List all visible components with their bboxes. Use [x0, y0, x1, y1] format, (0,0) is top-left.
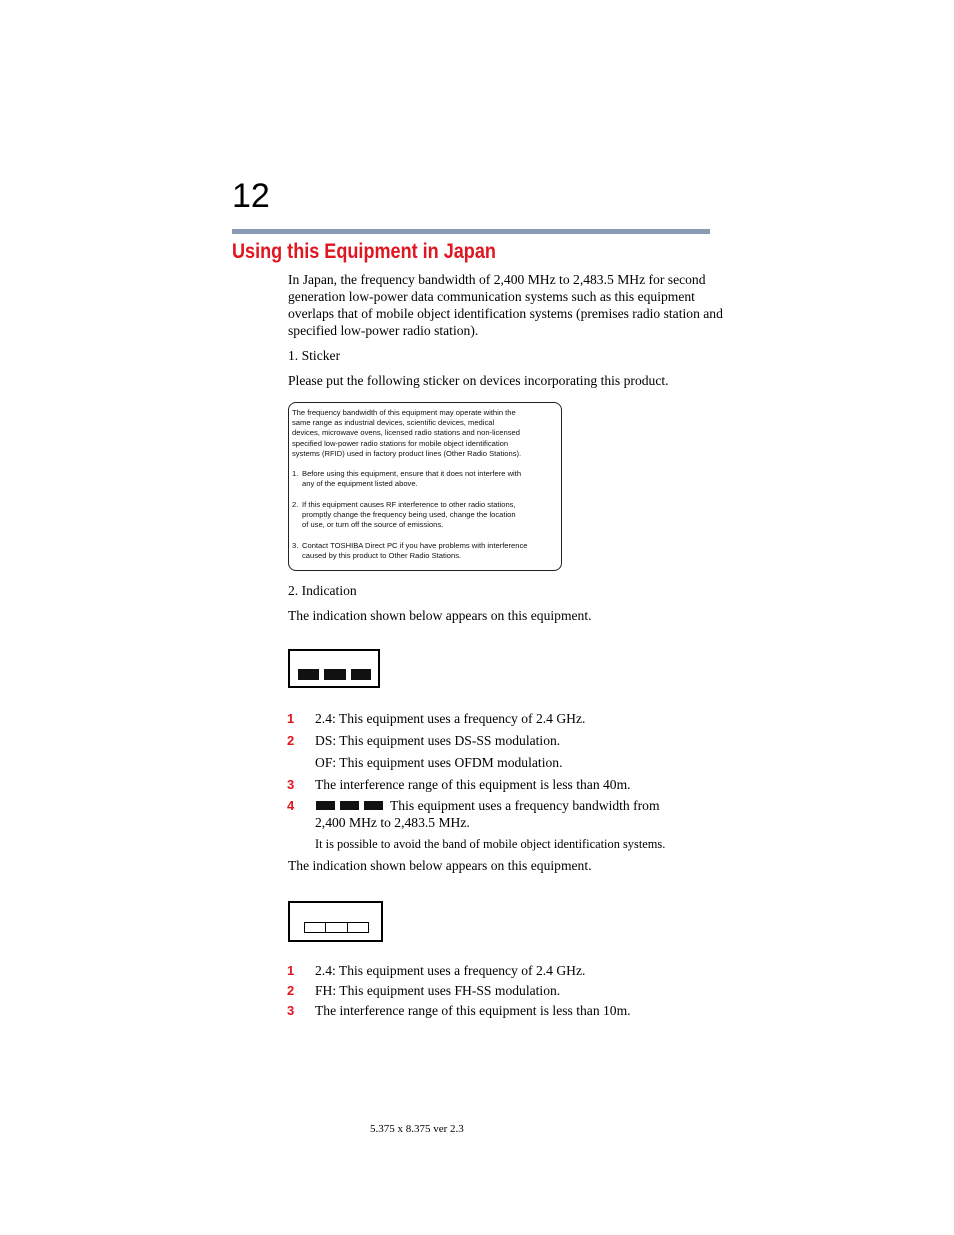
sticker-line: devices, microwave ovens, licensed radio stations and non-licensed	[292, 428, 520, 438]
item-number: 1	[287, 711, 295, 726]
sticker-item-3	[292, 541, 560, 561]
item-number: 3	[287, 777, 295, 792]
page-number: 12	[232, 177, 270, 215]
sticker-item-text: promptly change the frequency being used, change the location	[302, 510, 516, 520]
sticker-item-text: Contact TOSHIBA Direct PC if you have problems with interference	[302, 541, 528, 550]
item-text: 2.4: This equipment uses a frequency of 2.4 GHz.	[315, 963, 586, 978]
item-text: The interference range of this equipment is less than 40m.	[315, 777, 631, 792]
intro-line: overlaps that of mobile object identification systems (premises radio station and	[288, 306, 723, 321]
sticker-line: specified low-power radio stations for mobile object identification	[292, 438, 509, 448]
item-number: 2	[287, 983, 295, 998]
sticker-instruction: Please put the following sticker on devices incorporating this product.	[288, 373, 669, 388]
indicator-segment-empty	[325, 922, 348, 933]
sticker-item-text: any of the equipment listed above.	[302, 479, 418, 489]
item-text: OF: This equipment uses OFDM modulation.	[315, 755, 563, 770]
sticker-line: The frequency bandwidth of this equipment may operate within the	[292, 408, 516, 417]
sticker-item-2	[292, 500, 560, 531]
item-text: DS: This equipment uses DS-SS modulation.	[315, 733, 561, 748]
indicator-segment-empty	[304, 922, 326, 933]
item-number: 3	[287, 1003, 295, 1018]
sticker-item-1	[292, 469, 560, 489]
sticker-line: systems (RFID) used in factory product lines (Other Radio Stations).	[292, 448, 522, 458]
page-footer: 5.375 x 8.375 ver 2.3	[370, 1123, 464, 1135]
sticker-item-text: of use, or turn off the source of emissions.	[302, 520, 444, 530]
sticker-item-text: If this equipment causes RF interference to other radio stations,	[302, 500, 516, 509]
sticker-title: 1. Sticker	[288, 348, 341, 363]
item-number: 1	[287, 963, 295, 978]
indicator-segment	[351, 669, 371, 680]
indicator-segment	[324, 669, 346, 680]
section-heading: Using this Equipment in Japan	[232, 240, 496, 263]
indication-title: 2. Indication	[288, 583, 357, 598]
sticker-paragraph	[292, 408, 560, 459]
indication-note: It is possible to avoid the band of mobile object identification systems.	[315, 837, 666, 851]
intro-line: generation low-power data communication systems such as this equipment	[288, 289, 695, 304]
sticker-item-number: 3.	[292, 541, 299, 550]
intro-paragraph	[288, 271, 723, 339]
header-rule	[232, 229, 710, 234]
sticker-item-text: Before using this equipment, ensure that it does not interfere with	[302, 469, 522, 478]
inline-segment	[364, 801, 383, 810]
sticker-item-text: caused by this product to Other Radio Stations.	[302, 551, 462, 561]
indicator-segment-empty	[347, 922, 369, 933]
sticker-line: same range as industrial devices, scientific devices, medical	[292, 418, 495, 428]
item-text: The interference range of this equipment is less than 10m.	[315, 1003, 631, 1018]
indication-intro-2: The indication shown below appears on this equipment.	[288, 858, 592, 873]
item-number: 4	[287, 798, 295, 813]
item-text: FH: This equipment uses FH-SS modulation.	[315, 983, 561, 998]
item-text: This equipment uses a frequency bandwidth from	[390, 798, 660, 813]
inline-segment	[340, 801, 359, 810]
indication-intro: The indication shown below appears on this equipment.	[288, 608, 592, 623]
sticker-item-number: 2.	[292, 500, 299, 509]
item-text: 2,400 MHz to 2,483.5 MHz.	[315, 815, 470, 830]
intro-line: In Japan, the frequency bandwidth of 2,400 MHz to 2,483.5 MHz for second	[288, 272, 706, 287]
indicator-segment	[298, 669, 319, 680]
intro-line: specified low-power radio station).	[288, 323, 479, 338]
inline-segment	[316, 801, 335, 810]
item-text: 2.4: This equipment uses a frequency of 2.4 GHz.	[315, 711, 586, 726]
sticker-item-number: 1.	[292, 469, 299, 478]
item-number: 2	[287, 733, 295, 748]
